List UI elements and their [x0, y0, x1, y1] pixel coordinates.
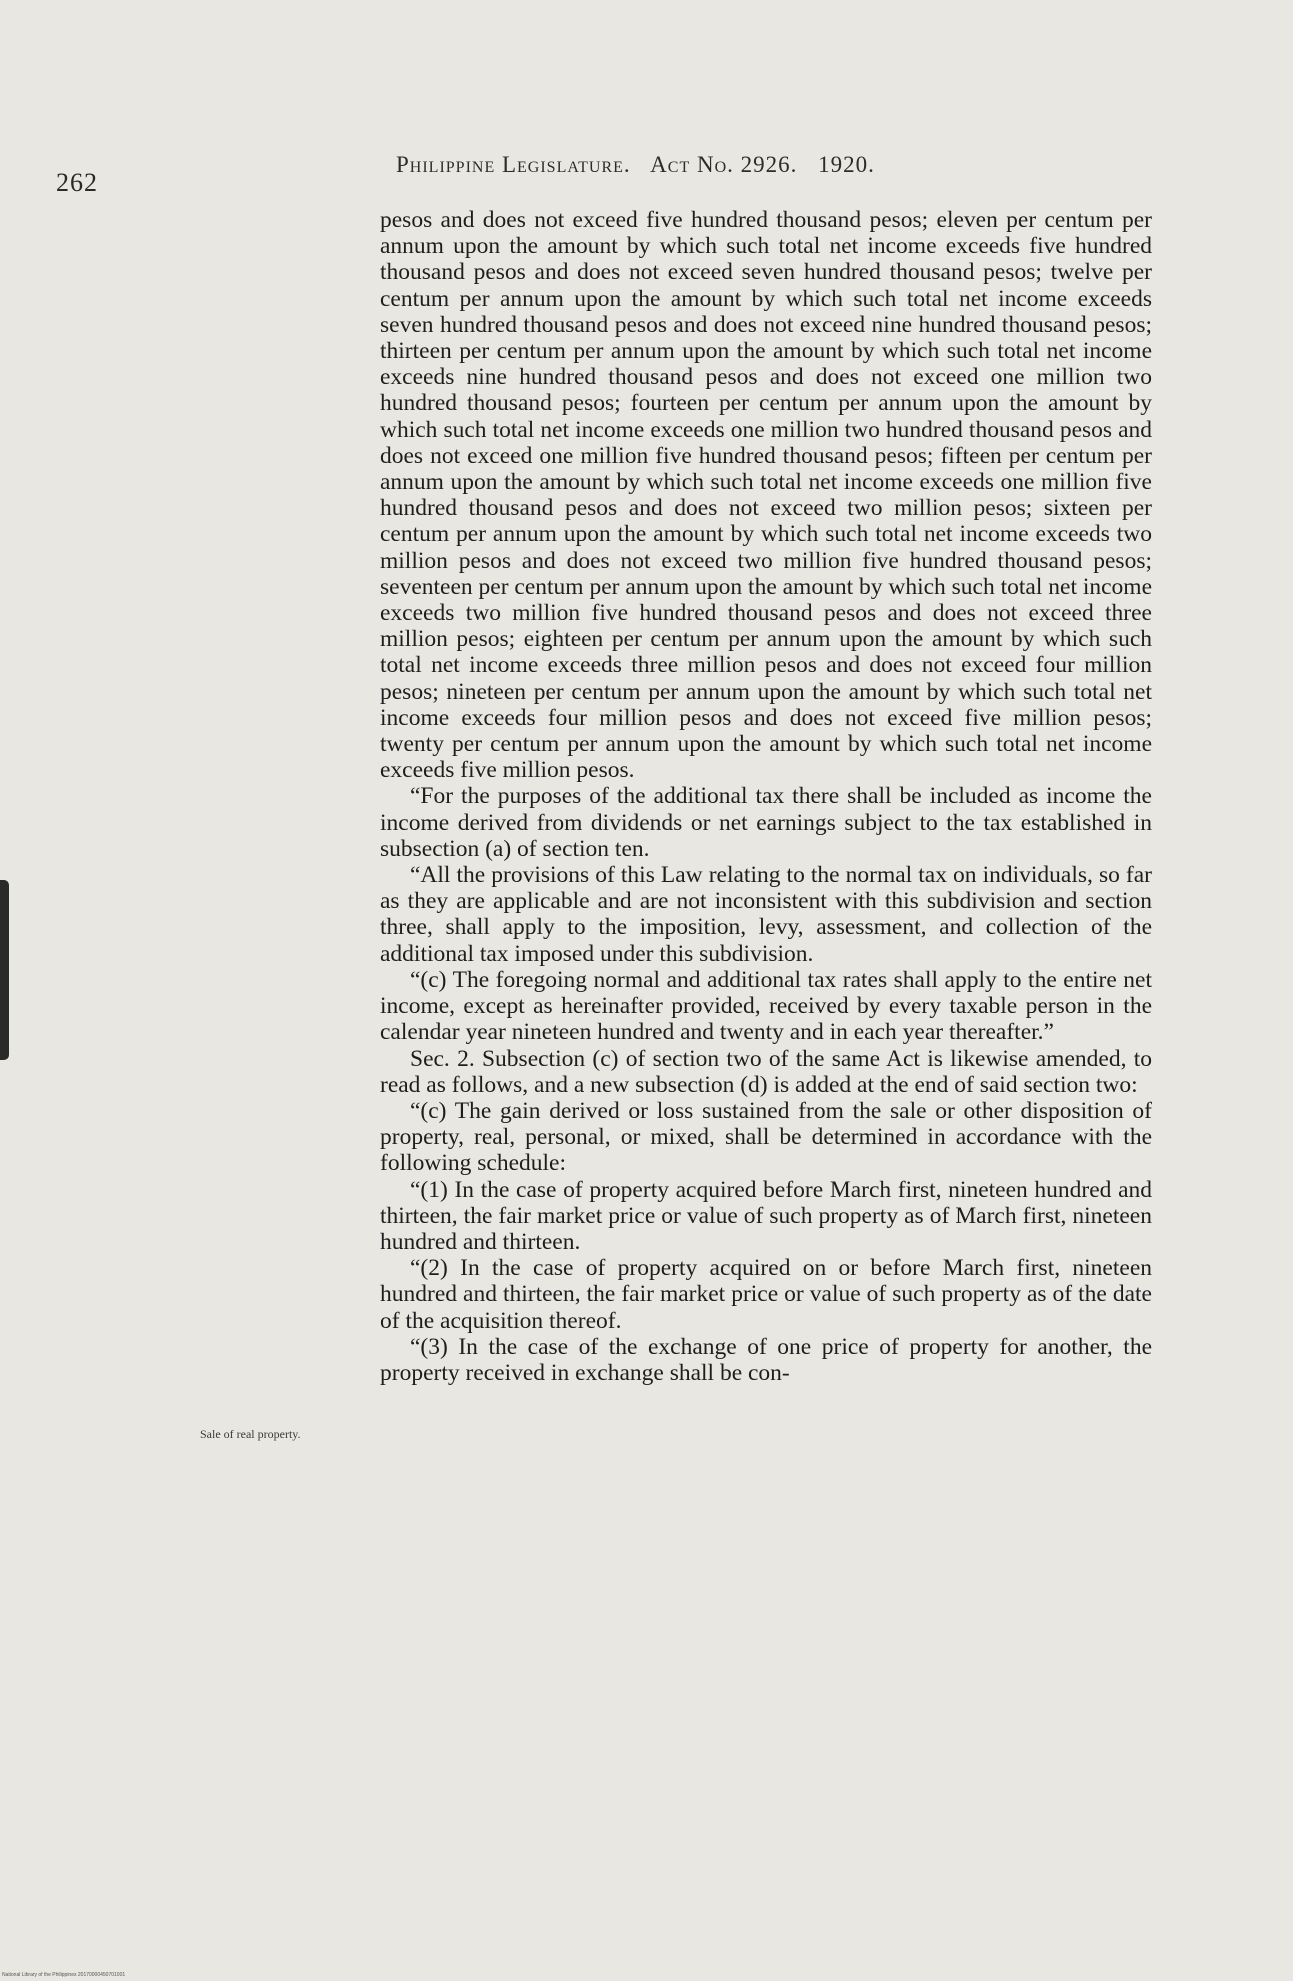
running-head-title: Philippine Legislature. — [396, 152, 631, 177]
paragraph-additional-tax-income: “For the purposes of the additional tax there shall be included as income the income derived from dividends or net earnings subject to the tax established in subsection (a) of section ten. — [380, 783, 1152, 862]
binding-shadow — [0, 880, 9, 1060]
paragraph-section-2: Sec. 2. Subsection (c) of section two of the same Act is likewise amended, to read as follows, and a new subsection (d) is added at the end of said section two: — [380, 1045, 1152, 1098]
paragraph-schedule-1: “(1) In the case of property acquired before March first, nineteen hundred and thirteen, the fair market price or value of such property as of March first, nineteen hundred and thirteen. — [380, 1176, 1152, 1255]
paragraph-provisions: “All the provisions of this Law relating to the normal tax on individuals, so far as they are applicable and are not inconsistent with this subdivision and section three, shall apply to the imposition, levy, assessment, and collection of the additional tax imposed under this subdivision. — [380, 862, 1152, 967]
running-head — [396, 152, 889, 178]
paragraph-schedule-3: “(3) In the case of the exchange of one price of property for another, the property received in exchange shall be con- — [380, 1333, 1152, 1386]
running-head-year: 1920. — [818, 152, 875, 177]
paragraph-subsection-c-rates: “(c) The foregoing normal and additional tax rates shall apply to the entire net income, except as hereinafter provided, received by every taxable person in the calendar year nineteen hundred and twenty and in each year thereafter.” — [380, 966, 1152, 1046]
scan-footer: National Library of the Philippines 20170000450701001 — [2, 1972, 126, 1978]
page-number: 262 — [56, 168, 98, 197]
body-text — [380, 207, 1152, 1386]
paragraph-schedule-2: “(2) In the case of property acquired on or before March first, nineteen hundred and thirteen, the fair market price or value of such property as of the date of the acquisition thereof. — [380, 1255, 1152, 1334]
paragraph-rates-continued: pesos and does not exceed five hundred thousand pesos; eleven per centum per annum upon the amount by which such total net income exceeds five hundred thousand pesos and does not exceed seven hundred thousand pesos; twelve per centum per annum upon the amount by which such total net income exceeds seven hundred thousand pesos and does not exceed nine hundred thousand pesos; thirteen per centum per annum upon the amount by which such total net income exceeds nine hundred thousand pesos and does not exceed one million two hundred thousand pesos; fourteen per centum per annum upon the amount by which such total net income exceeds one million two hundred thousand pesos and does not exceed one million five hundred thousand pesos; fifteen per centum per annum upon the amount by which such total net income exceeds one million five hundred thousand pesos and does not exceed two million pesos; sixteen per centum per annum upon the amount by which such total net income exceeds two million pesos and does not exceed two million five hundred thousand pesos; seventeen per centum per annum upon the amount by which such total net income exceeds two million five hundred thousand pesos and does not exceed three million pesos; eighteen per centum per annum upon the amount by which such total net income exceeds three million pesos and does not exceed four million pesos; nineteen per centum per annum upon the amount by which such total net income exceeds four million pesos and does not exceed five million pesos; twenty per centum per annum upon the amount by which such total net income exceeds five million pesos. — [380, 207, 1153, 784]
paragraph-gain-or-loss: “(c) The gain derived or loss sustained from the sale or other disposition of property, real, personal, or mixed, shall be determined in accordance with the following schedule: — [380, 1097, 1152, 1177]
margin-note: Sale of real property. — [200, 1427, 301, 1441]
running-head-act: Act No. 2926. — [650, 152, 798, 177]
